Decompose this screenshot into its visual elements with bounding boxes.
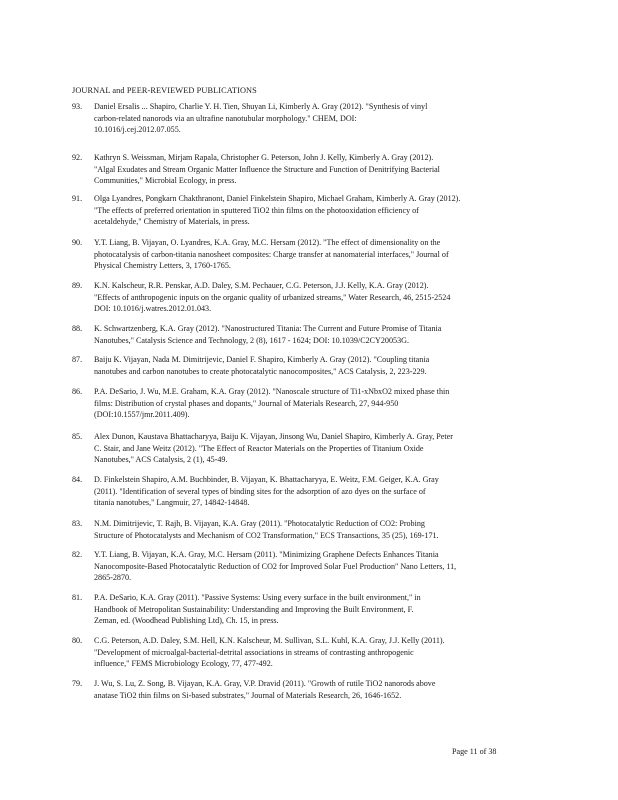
citation-line: C. Stair, and Jane Weitz (2012). "The Effect of Reactor Materials on the Properties of Titanium Oxide: [94, 443, 424, 453]
entry-number: 93.: [72, 102, 83, 111]
citation-line: titania nanotubes," Langmuir, 27, 14842-14848.: [94, 498, 250, 508]
publication-entry: [72, 152, 550, 187]
citation-line: K.N. Kalscheur, R.R. Penskar, A.D. Daley, S.M. Pechauer, C.G. Peterson, J.J. Kelly, K.A. Gray (2012).: [94, 281, 429, 290]
section-heading: JOURNAL and PEER-REVIEWED PUBLICATIONS: [72, 86, 257, 95]
citation-line: nanotubes and carbon nanotubes to create photocatalytic nanocomposites," ACS Catalysis, 2, 223-229.: [94, 366, 427, 376]
entry-citation: [94, 518, 550, 541]
citation-line: P.A. DeSario, K.A. Gray (2011). "Passive Systems: Using every surface in the built environment," in: [94, 593, 421, 602]
entry-citation: [94, 237, 550, 272]
entry-citation: [94, 431, 550, 466]
citation-line: "Algal Exudates and Stream Organic Matter Influence the Structure and Function of Denitrifying Bacterial: [94, 164, 440, 174]
citation-line: "Development of microalgal-bacterial-detrital associations in streams of contrasting anthropogenic: [94, 647, 414, 657]
citation-line: 10.1016/j.cej.2012.07.055.: [94, 125, 181, 135]
entry-number: 86.: [72, 387, 83, 396]
publication-entry: [72, 193, 550, 228]
citation-line: Daniel Ersalis ... Shapiro, Charlie Y. H. Tien, Shuyan Li, Kimberly A. Gray (2012). "Synthesis of vinyl: [94, 102, 428, 111]
publication-entry: [72, 635, 550, 670]
entry-citation: [94, 193, 550, 228]
entry-citation: [94, 592, 550, 627]
citation-line: films: Distribution of crystal phases and dopants," Journal of Materials Research, 27, 944-950: [94, 398, 399, 408]
entry-citation: [94, 474, 550, 509]
entry-number: 87.: [72, 355, 83, 364]
citation-line: acetaldehyde," Chemistry of Materials, in press.: [94, 217, 250, 227]
citation-line: influence," FEMS Microbiology Ecology, 77, 477-492.: [94, 659, 273, 669]
citation-line: Y.T. Liang, B. Vijayan, O. Lyandres, K.A. Gray, M.C. Hersam (2012). "The effect of dimensionality on the: [94, 238, 441, 247]
citation-line: Alex Dunon, Kaustava Bhattacharyya, Baiju K. Vijayan, Jinsong Wu, Daniel Shapiro, Kimberly A. Gray, Peter: [94, 432, 453, 441]
publication-entry: [72, 549, 550, 584]
publication-entry: [72, 354, 550, 377]
entry-number: 82.: [72, 550, 83, 559]
entry-number: 79.: [72, 679, 83, 688]
publication-entry: [72, 323, 550, 346]
entry-number: 81.: [72, 593, 83, 602]
citation-line: photocatalysis of carbon-titania nanosheet composites: Charge transfer at nanomaterial interfaces," Journal of: [94, 249, 449, 259]
entry-citation: [94, 549, 550, 584]
citation-line: Zeman, ed. (Woodhead Publishing Ltd), Ch. 15, in press.: [94, 616, 279, 626]
citation-line: Nanotubes," Catalysis Science and Technology, 2 (8), 1617 - 1624; DOI: 10.1039/C2CY20053G.: [94, 335, 409, 345]
entry-number: 88.: [72, 324, 83, 333]
citation-line: N.M. Dimitrijevic, T. Rajh, B. Vijayan, K.A. Gray (2011). "Photocatalytic Reduction of CO2: Probing: [94, 519, 425, 528]
citation-line: "The effects of preferred orientation in sputtered TiO2 thin films on the photooxidation efficiency of: [94, 205, 419, 215]
entry-citation: [94, 152, 550, 187]
citation-line: P.A. DeSario, J. Wu, M.E. Graham, K.A. Gray (2012). "Nanoscale structure of Ti1-xNbxO2 mixed phase thin: [94, 387, 450, 396]
entry-citation: [94, 635, 550, 670]
citation-line: "Effects of anthropogenic inputs on the organic quality of urbanized streams," Water Research, 46, 2515-2524: [94, 292, 451, 302]
citation-line: J. Wu, S. Lu, Z. Song, B. Vijayan, K.A. Gray, V.P. Dravid (2011). "Growth of rutile TiO2 nanorods above: [94, 679, 436, 688]
entry-number: 91.: [72, 194, 83, 203]
citation-line: K. Schwartzenberg, K.A. Gray (2012). "Nanostructured Titania: The Current and Future Promise of Titania: [94, 324, 442, 333]
entry-number: 84.: [72, 475, 83, 484]
citation-line: Kathryn S. Weissman, Mirjam Rapala, Christopher G. Peterson, John J. Kelly, Kimberly A. Gray (2012).: [94, 153, 434, 162]
citation-line: Structure of Photocatalysts and Mechanism of CO2 Transformation," ECS Transactions, 35 (25), 169-171.: [94, 530, 439, 540]
publication-entry: [72, 431, 550, 466]
citation-line: Handbook of Metropolitan Sustainability: Understanding and Improving the Built Environment, F.: [94, 604, 414, 614]
citation-line: DOI: 10.1016/j.watres.2012.01.043.: [94, 304, 212, 314]
entry-citation: [94, 280, 550, 315]
citation-line: Nanotubes," ACS Catalysis, 2 (1), 45-49.: [94, 455, 228, 465]
citation-line: Baiju K. Vijayan, Nada M. Dimitrijevic, Daniel F. Shapiro, Kimberly A. Gray (2012). "Coupling titania: [94, 355, 430, 364]
entry-number: 83.: [72, 519, 83, 528]
entry-citation: [94, 678, 550, 701]
entry-number: 80.: [72, 636, 83, 645]
citation-line: Olga Lyandres, Pongkarn Chakthranont, Daniel Finkelstein Shapiro, Michael Graham, Kimberly A. Gray (2012).: [94, 194, 461, 203]
entry-citation: [94, 354, 550, 377]
publication-entry: [72, 386, 550, 421]
citation-line: Communities," Microbial Ecology, in press.: [94, 176, 237, 186]
entry-number: 89.: [72, 281, 83, 290]
entry-number: 92.: [72, 153, 83, 162]
entry-number: 90.: [72, 238, 83, 247]
citation-line: D. Finkelstein Shapiro, A.M. Buchbinder, B. Vijayan, K. Bhattacharyya, E. Weitz, F.M. Geiger, K.A. Gray: [94, 475, 439, 484]
entry-citation: [94, 386, 550, 421]
entry-citation: [94, 101, 550, 136]
publication-entry: [72, 101, 550, 136]
citation-line: (DOI:10.1557/jmr.2011.409).: [94, 410, 190, 420]
publication-entry: [72, 678, 550, 701]
page-number: Page 11 of 38: [452, 747, 497, 756]
citation-line: Physical Chemistry Letters, 3, 1760-1765.: [94, 261, 231, 271]
entry-number: 85.: [72, 432, 83, 441]
citation-line: (2011). "Identification of several types of binding sites for the adsorption of azo dyes on the surface of: [94, 486, 426, 496]
publication-entry: [72, 474, 550, 509]
citation-line: 2865-2870.: [94, 573, 132, 583]
publication-entry: [72, 280, 550, 315]
publication-entry: [72, 518, 550, 541]
citation-line: Nanocomposite-Based Photocatalytic Reduction of CO2 for Improved Solar Fuel Production" Nano Letters, 11,: [94, 561, 457, 571]
citation-line: C.G. Peterson, A.D. Daley, S.M. Hell, K.N. Kalscheur, M. Sullivan, S.L. Kuhl, K.A. Gray, J.J. Kelly (2011).: [94, 636, 445, 645]
publication-entry: [72, 592, 550, 627]
citation-line: Y.T. Liang, B. Vijayan, K.A. Gray, M.C. Hersam (2011). "Minimizing Graphene Defects Enhances Titania: [94, 550, 439, 559]
citation-line: carbon-related nanorods via an ultrafine nanotubular morphology." CHEM, DOI:: [94, 113, 357, 123]
publication-entry: [72, 237, 550, 272]
citation-line: anatase TiO2 thin films on Si-based substrates," Journal of Materials Research, 26, 1646-1652.: [94, 690, 402, 700]
entry-citation: [94, 323, 550, 346]
